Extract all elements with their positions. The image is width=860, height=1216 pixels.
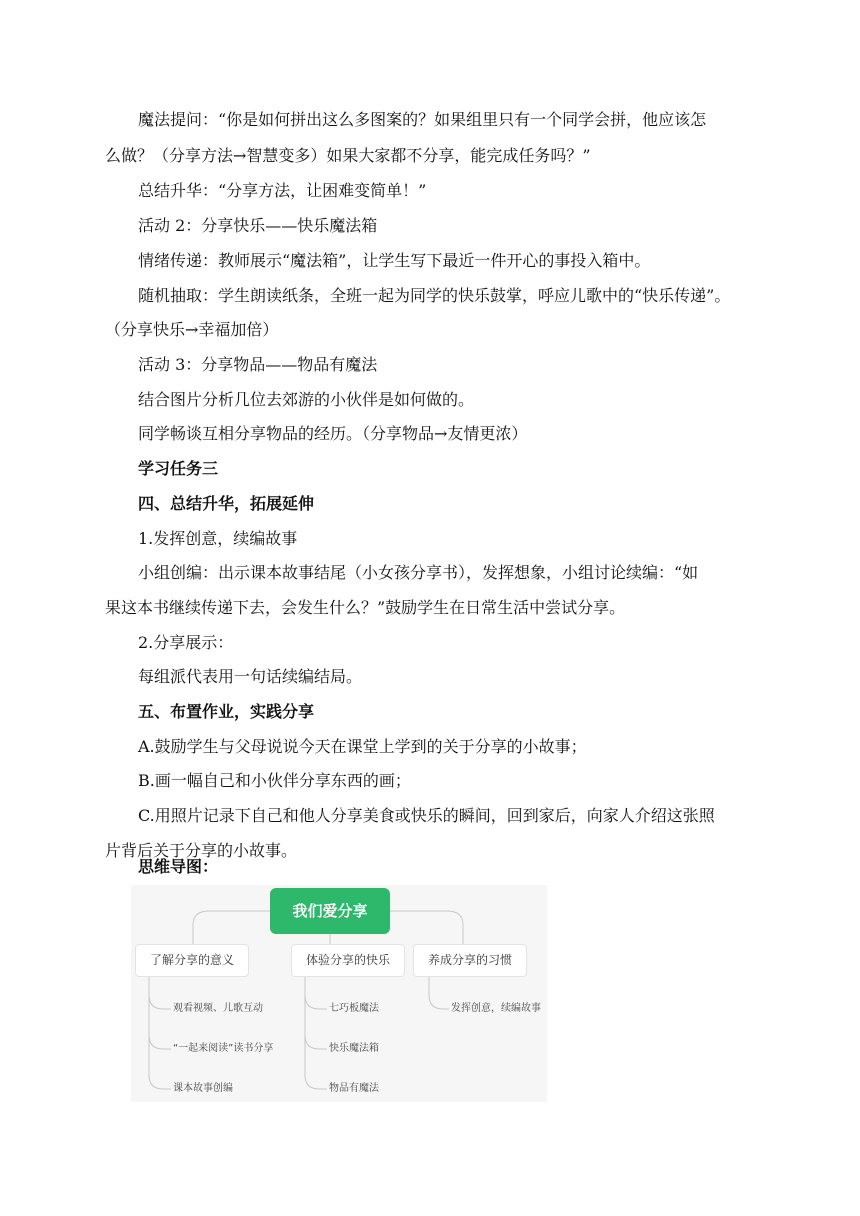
paragraph-homework-c-2: 片背后关于分享的小故事。	[105, 841, 298, 860]
paragraph-group-rep: 每组派代表用一句话续编结局。	[138, 667, 363, 686]
mind-map-leaf: 快乐魔法箱	[329, 1043, 379, 1054]
paragraph-homework-a: A.鼓励学生与父母说说今天在课堂上学到的关于分享的小故事；	[138, 737, 587, 756]
mind-map-leaf: 观看视频、儿歌互动	[173, 1003, 263, 1014]
heading-task-three: 学习任务三	[138, 459, 219, 478]
paragraph-picture-analysis: 结合图片分析几位去郊游的小伙伴是如何做的。	[138, 390, 475, 409]
heading-section-four: 四、总结升华，拓展延伸	[138, 494, 315, 513]
paragraph-group-create-2: 果这本书继续传递下去，会发生什么？”鼓励学生在日常生活中尝试分享。	[105, 598, 626, 617]
heading-mind-map: 思维导图：	[138, 857, 219, 876]
paragraph-homework-c-1: C.用照片记录下自己和他人分享美食或快乐的瞬间，回到家后，向家人介绍这张照	[138, 806, 715, 825]
mind-map-branch-meaning: 了解分享的意义	[135, 944, 249, 977]
mind-map-leaf: 课本故事创编	[173, 1083, 233, 1094]
mind-map-branch-habit: 养成分享的习惯	[413, 944, 527, 977]
paragraph-magic-question-2: 么做？（分享方法→智慧变多）如果大家都不分享，能完成任务吗？”	[105, 146, 591, 165]
paragraph-item-2: 2.分享展示：	[138, 633, 234, 652]
mind-map-leaf: 物品有魔法	[329, 1083, 379, 1094]
paragraph-group-create-1: 小组创编：出示课本故事结尾（小女孩分享书），发挥想象，小组讨论续编：“如	[138, 563, 699, 582]
paragraph-summary: 总结升华：“分享方法，让困难变简单！”	[138, 181, 427, 200]
paragraph-random-1: 随机抽取：学生朗读纸条，全班一起为同学的快乐鼓掌，呼应儿歌中的“快乐传递”。	[138, 286, 731, 305]
mind-map-root: 我们爱分享	[270, 888, 390, 934]
mind-map	[131, 885, 547, 1102]
mind-map-branch-joy: 体验分享的快乐	[291, 944, 405, 977]
paragraph-magic-question-1: 魔法提问：“你是如何拼出这么多图案的？如果组里只有一个同学会拼，他应该怎	[138, 110, 707, 129]
paragraph-activity-2: 活动 2：分享快乐——快乐魔法箱	[138, 216, 378, 235]
paragraph-homework-b: B.画一幅自己和小伙伴分享东西的画；	[138, 771, 411, 790]
paragraph-emotion: 情绪传递：教师展示“魔法箱”，让学生写下最近一件开心的事投入箱中。	[138, 251, 651, 270]
paragraph-activity-3: 活动 3：分享物品——物品有魔法	[138, 355, 378, 374]
paragraph-random-2: （分享快乐→幸福加倍）	[105, 320, 279, 339]
mind-map-leaf: “一起来阅读”读书分享	[173, 1043, 274, 1054]
heading-section-five: 五、布置作业，实践分享	[138, 702, 315, 721]
paragraph-item-1: 1.发挥创意，续编故事	[138, 529, 298, 548]
paragraph-share-items: 同学畅谈互相分享物品的经历。（分享物品→友情更浓）	[138, 424, 528, 443]
mind-map-leaf: 七巧板魔法	[329, 1003, 379, 1014]
mind-map-leaf: 发挥创意，续编故事	[451, 1003, 541, 1014]
